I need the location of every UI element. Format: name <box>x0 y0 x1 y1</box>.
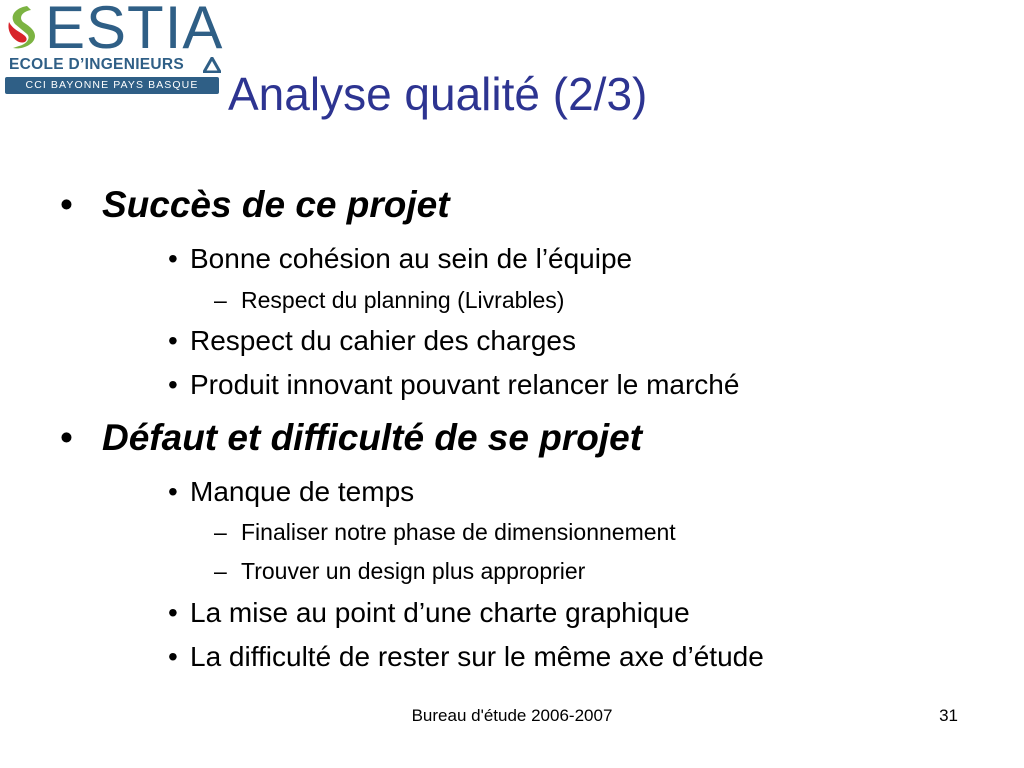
bullet-marker: • <box>168 369 178 400</box>
logo-band: CCI BAYONNE PAYS BASQUE <box>5 77 219 94</box>
bullet-level-3 <box>214 286 565 314</box>
logo-school-name: ECOLE D’INGENIEURS <box>9 56 185 73</box>
bullet-text: Bonne cohésion au sein de l’équipe <box>190 243 633 274</box>
triangle-icon <box>203 57 221 73</box>
logo-wordmark: ESTIA <box>45 0 224 61</box>
bullet-level-2 <box>168 243 633 275</box>
bullet-marker: • <box>168 597 178 628</box>
bullet-text: La mise au point d’une charte graphique <box>190 597 690 628</box>
bullet-marker: • <box>168 325 178 356</box>
bullet-level-2 <box>168 641 764 673</box>
bullet-marker: • <box>168 243 178 274</box>
bullet-level-2 <box>168 476 415 508</box>
bullet-text: Succès de ce projet <box>102 184 450 225</box>
bullet-level-3 <box>214 557 586 585</box>
bullet-text: Trouver un design plus approprier <box>241 558 586 584</box>
page-number: 31 <box>939 706 958 725</box>
bullet-level-2 <box>168 325 576 357</box>
bullet-level-1 <box>60 417 643 458</box>
bullet-marker: • <box>168 476 178 507</box>
bullet-text: Respect du planning (Livrables) <box>241 287 565 313</box>
bullet-level-3 <box>214 518 676 546</box>
estia-logo-mark <box>5 4 45 56</box>
bullet-marker: • <box>60 184 73 225</box>
bullet-text: Défaut et difficulté de se projet <box>102 417 643 458</box>
bullet-marker: • <box>168 641 178 672</box>
bullet-level-2 <box>168 369 740 401</box>
bullet-text: Respect du cahier des charges <box>190 325 576 356</box>
estia-logo <box>5 0 227 96</box>
bullet-text: Finaliser notre phase de dimensionnement <box>241 519 676 545</box>
slide-title: Analyse qualité (2/3) <box>228 68 648 120</box>
bullet-text: Produit innovant pouvant relancer le marché <box>190 369 740 400</box>
bullet-marker: – <box>214 558 227 584</box>
bullet-text: La difficulté de rester sur le même axe d’étude <box>190 641 764 672</box>
bullet-level-2 <box>168 597 690 629</box>
bullet-marker: • <box>60 417 73 458</box>
bullet-marker: – <box>214 287 227 313</box>
footer-text: Bureau d'étude 2006-2007 <box>411 706 613 725</box>
bullet-marker: – <box>214 519 227 545</box>
bullet-level-1 <box>60 184 450 225</box>
bullet-text: Manque de temps <box>190 476 415 507</box>
